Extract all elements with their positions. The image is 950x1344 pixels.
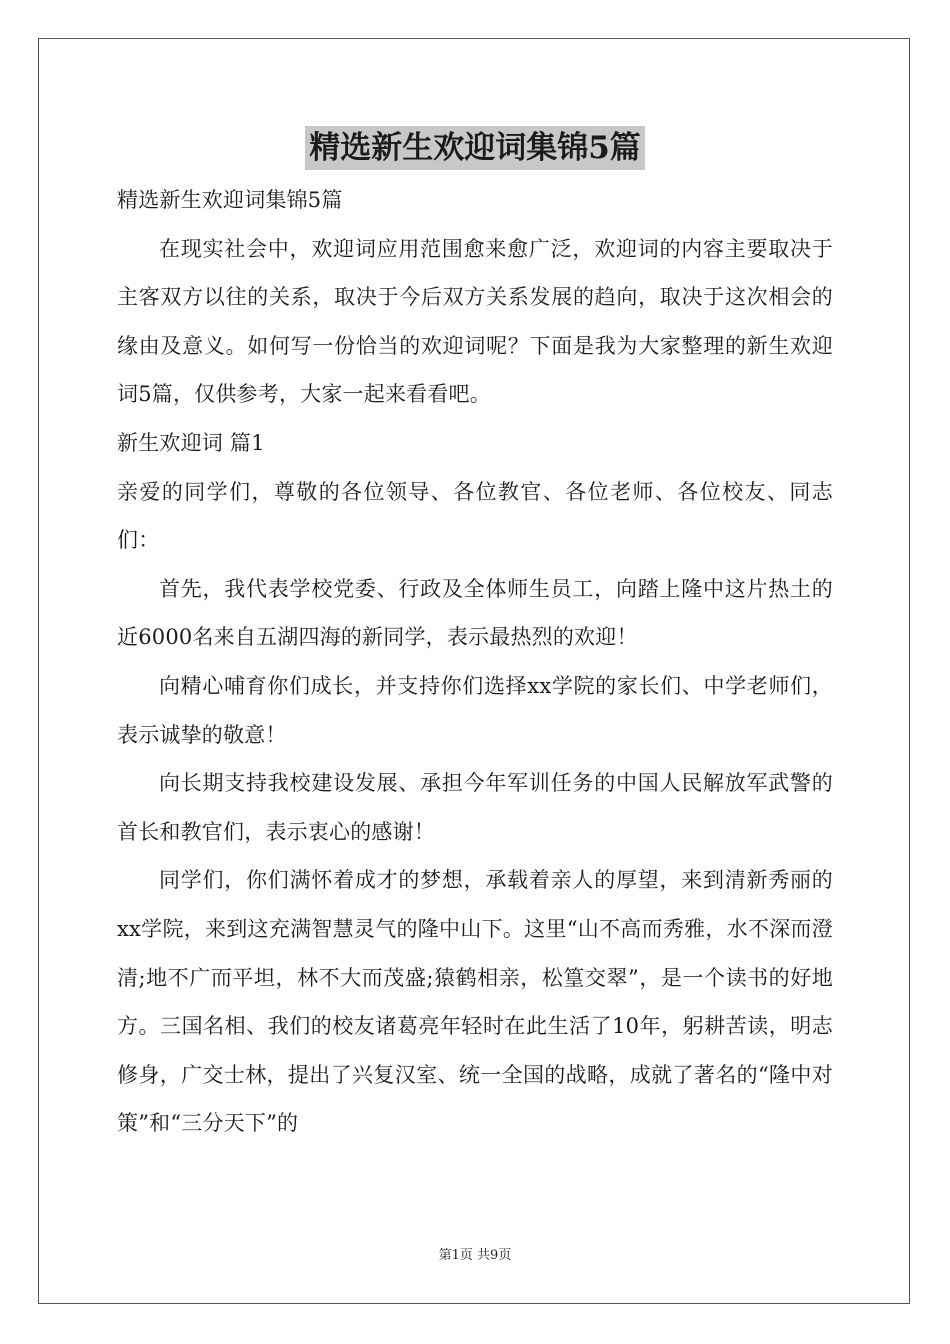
body-paragraph: 首先，我代表学校党委、行政及全体师生员工，向踏上隆中这片热土的近6000名来自五湖四海的新同学，表示最热烈的欢迎！	[117, 576, 833, 650]
body-paragraph: 向长期支持我校建设发展、承担今年军训任务的中国人民解放军武警的首长和教官们，表示衷心的感谢！	[117, 771, 833, 844]
salutation-paragraph: 亲爱的同学们，尊敬的各位领导、各位教官、各位老师、各位校友、同志们：	[117, 479, 833, 553]
intro-paragraph: 在现实社会中，欢迎词应用范围愈来愈广泛，欢迎词的内容主要取决于主客双方以往的关系，取决于今后双方关系发展的趋向，取决于这次相会的缘由及意义。如何写一份恰当的欢迎词呢？下面是我为大家整理的新生欢迎词5篇，仅供参考，大家一起来看看吧。	[117, 236, 833, 407]
body-paragraph: 同学们，你们满怀着成才的梦想，承载着亲人的厚望，来到清新秀丽的xx学院，来到这充满智慧灵气的隆中山下。这里“山不高而秀雅，水不深而澄清;地不广而平坦，林不大而茂盛;猿鹤相亲，松篁交翠”，是一个读书的好地方。三国名相、我们的校友诸葛亮年轻时在此生活了10年，躬耕苦读，明志修身，广交士林，提出了兴复汉室、统一全国的战略，成就了著名的“隆中对策”和“三分天下”的	[117, 868, 833, 1136]
document-title: 精选新生欢迎词集锦5篇	[305, 126, 645, 170]
title-container	[0, 126, 950, 170]
page-number: 第1页 共9页	[438, 1248, 512, 1263]
section-heading: 新生欢迎词 篇1	[117, 430, 265, 455]
page-footer	[0, 1247, 950, 1265]
body-paragraph: 向精心哺育你们成长，并支持你们选择xx学院的家长们、中学老师们，表示诚挚的敬意！	[117, 673, 833, 747]
subtitle-line: 精选新生欢迎词集锦5篇	[117, 188, 343, 212]
document-body	[117, 176, 833, 1148]
